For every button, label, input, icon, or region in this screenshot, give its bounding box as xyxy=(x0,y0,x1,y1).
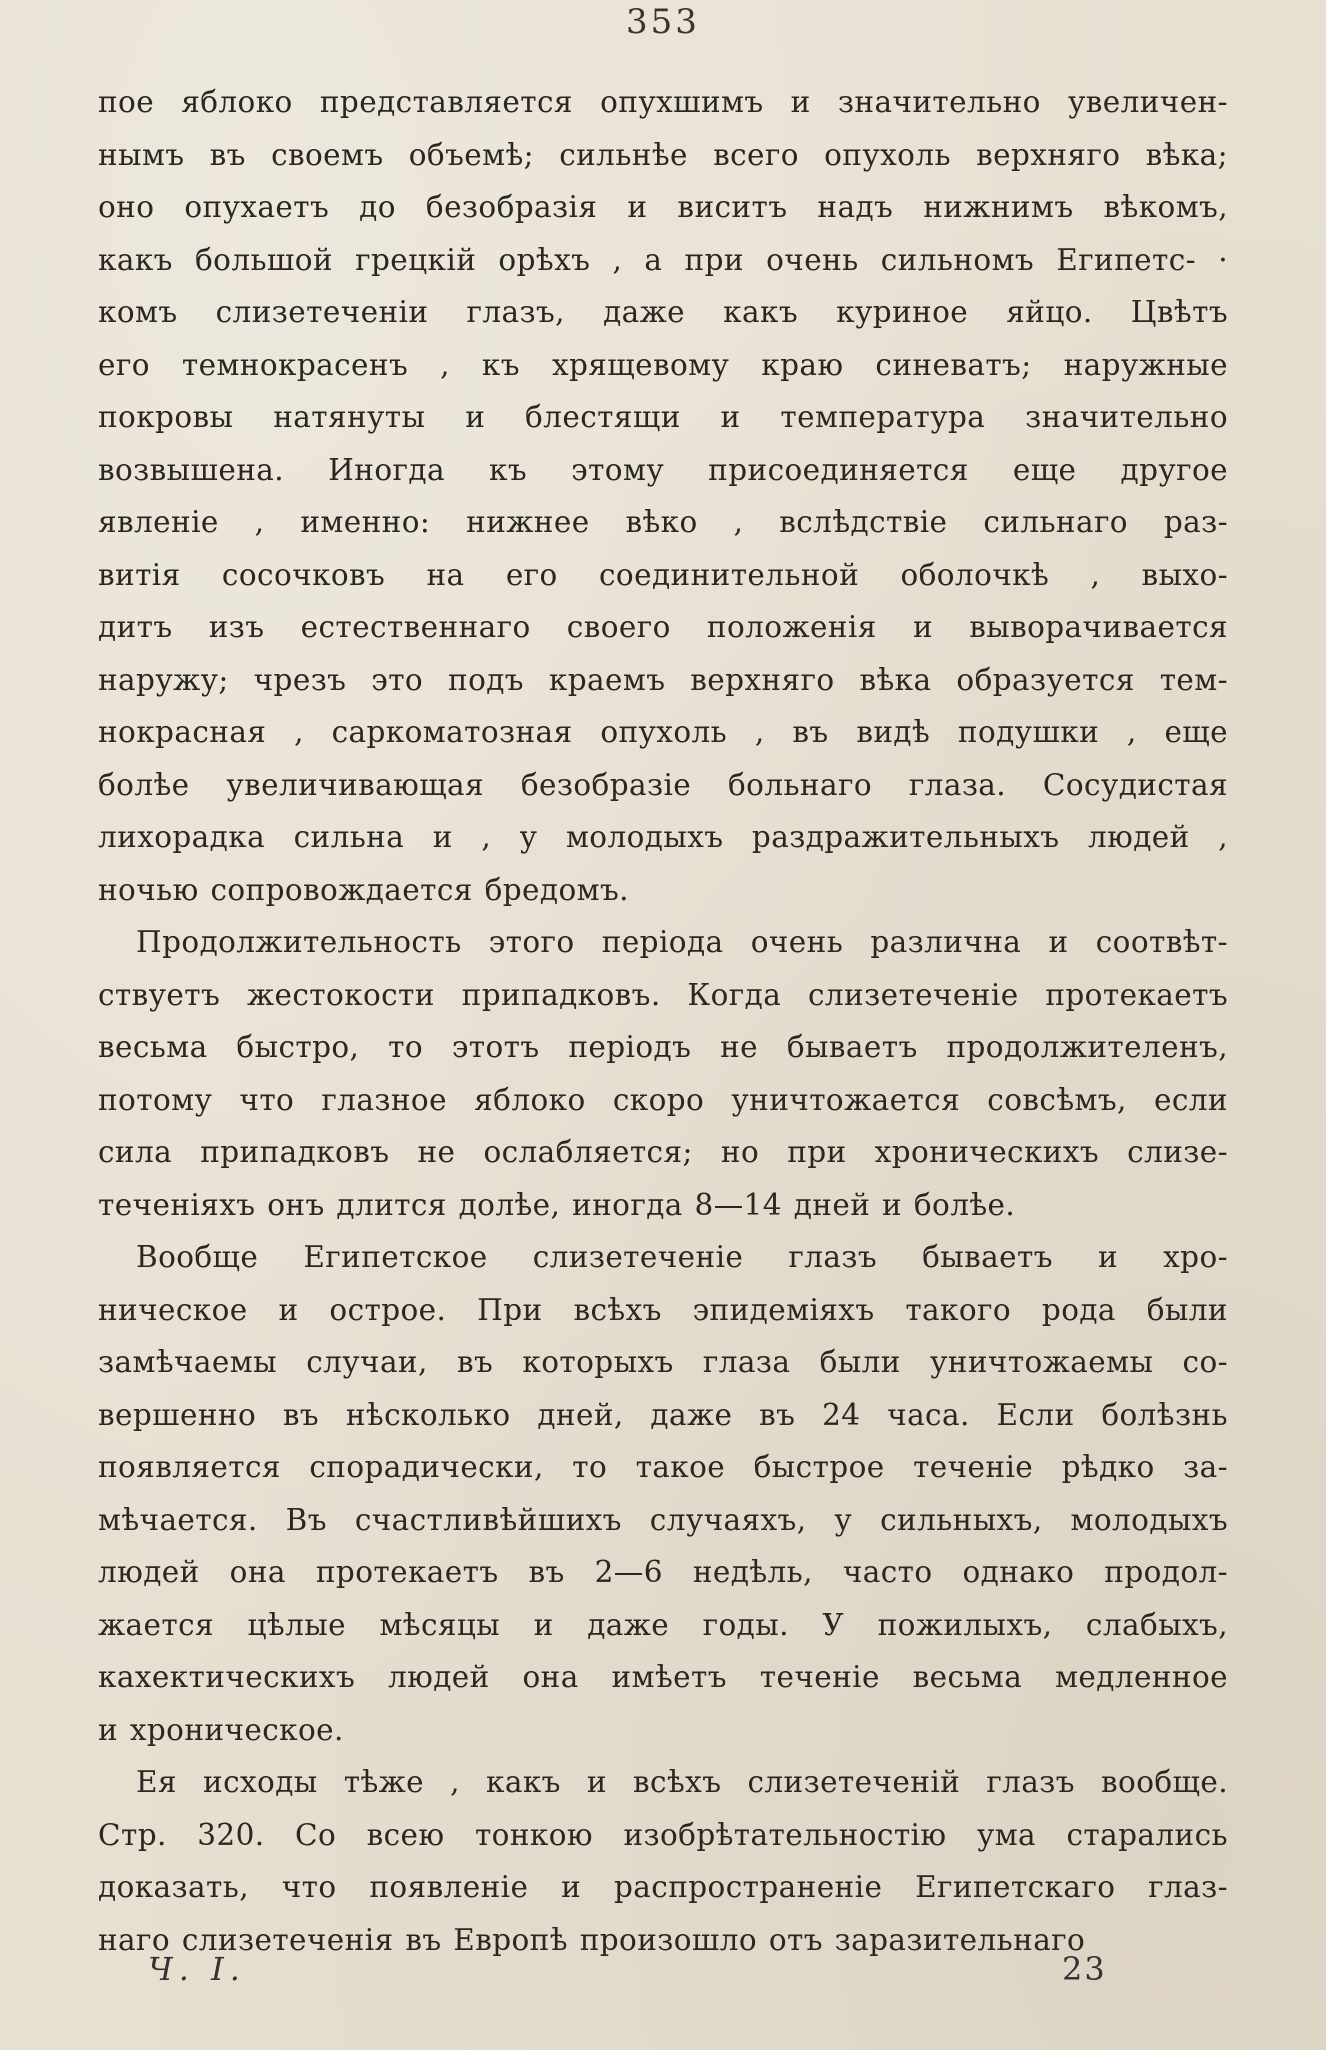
text-line: комъ слизетеченіи глазъ, даже какъ куриное яйцо. Цвѣтъ xyxy=(98,295,1228,329)
paragraph xyxy=(98,916,1228,1231)
text-line: нымъ въ своемъ объемѣ; сильнѣе всего опухоль верхняго вѣка; xyxy=(98,137,1228,172)
text-line: витія сосочковъ на его соединительной оболочкѣ , выхо- xyxy=(98,557,1228,592)
text-line: кахектическихъ людей она имѣетъ теченіе весьма медленное xyxy=(98,1660,1228,1694)
text-line: какъ большой грецкій орѣхъ , а при очень сильномъ Египетс- · xyxy=(98,242,1228,277)
text-line: его темнокрасенъ , къ хрящевому краю синеватъ; наружные xyxy=(98,347,1228,382)
text-line: лихорадка сильна и , у молодыхъ раздражительныхъ людей , xyxy=(98,820,1228,854)
text-line: покровы натянуты и блестящи и температура значительно xyxy=(98,400,1228,434)
text-line: доказать, что появленіе и распространеніе Египетскаго глаз- xyxy=(98,1870,1228,1904)
sheet-number: 23 xyxy=(1062,1950,1107,1988)
text-line: Ея исходы тѣже , какъ и всѣхъ слизетеченій глазъ вообще. xyxy=(136,1765,1228,1799)
text-line: Вообще Египетское слизетеченіе глазъ бываетъ и хро- xyxy=(136,1240,1228,1274)
text-line: ствуетъ жестокости припадковъ. Когда слизетеченіе протекаетъ xyxy=(98,977,1228,1012)
text-line: ночью сопровождается бредомъ. xyxy=(98,872,629,907)
text-line: мѣчается. Въ счастливѣйшихъ случаяхъ, у сильныхъ, молодыхъ xyxy=(98,1502,1228,1537)
text-line: возвышена. Иногда къ этому присоединяется еще другое xyxy=(98,452,1228,487)
text-line: наружу; чрезъ это подъ краемъ верхняго вѣка образуется тем- xyxy=(98,662,1228,697)
text-line: вершенно въ нѣсколько дней, даже въ 24 часа. Если болѣзнь xyxy=(98,1397,1228,1432)
text-line: теченіяхъ онъ длится долѣе, иногда 8—14 дней и болѣе. xyxy=(98,1187,1016,1222)
signature-mark: Ч. I. xyxy=(148,1950,246,1988)
text-line: людей она протекаетъ въ 2—6 недѣль, часто однако продол- xyxy=(98,1555,1228,1589)
text-line: ническое и острое. При всѣхъ эпидеміяхъ такого рода были xyxy=(98,1292,1228,1327)
text-line: потому что глазное яблоко скоро уничтожается совсѣмъ, если xyxy=(98,1082,1228,1117)
text-line: явленіе , именно: нижнее вѣко , вслѣдствіе сильнаго раз- xyxy=(98,505,1228,539)
text-line: нокрасная , саркоматозная опухоль , въ видѣ подушки , еще xyxy=(98,715,1228,749)
text-line: Продолжительность этого періода очень различна и соотвѣт- xyxy=(136,925,1228,959)
text-line: весьма быстро, то этотъ періодъ не бываетъ продолжителенъ, xyxy=(98,1030,1228,1064)
text-line: жается цѣлые мѣсяцы и даже годы. У пожилыхъ, слабыхъ, xyxy=(98,1607,1228,1642)
paragraph xyxy=(98,1231,1228,1756)
text-line: Стр. 320. Со всею тонкою изобрѣтательностію ума старались xyxy=(98,1817,1228,1852)
text-line: и хроническое. xyxy=(98,1712,344,1747)
page-number: 353 xyxy=(626,2,700,42)
text-line: сила припадковъ не ослабляется; но при хроническихъ слизе- xyxy=(98,1135,1228,1169)
paragraph xyxy=(98,76,1228,916)
text-line: наго слизетеченія въ Европѣ произошло отъ заразительнаго xyxy=(98,1922,1086,1957)
text-line: появляется спорадически, то такое быстрое теченіе рѣдко за- xyxy=(98,1450,1228,1484)
text-line: болѣе увеличивающая безобразіе больнаго глаза. Сосудистая xyxy=(98,767,1228,802)
text-line: дитъ изъ естественнаго своего положенія и выворачивается xyxy=(98,610,1228,644)
body-text xyxy=(98,76,1228,1966)
text-line: пое яблоко представляется опухшимъ и значительно увеличен- xyxy=(98,85,1228,119)
paragraph xyxy=(98,1756,1228,1966)
text-line: оно опухаетъ до безобразія и виситъ надъ нижнимъ вѣкомъ, xyxy=(98,190,1228,224)
text-line: замѣчаемы случаи, въ которыхъ глаза были уничтожаемы со- xyxy=(98,1345,1228,1379)
